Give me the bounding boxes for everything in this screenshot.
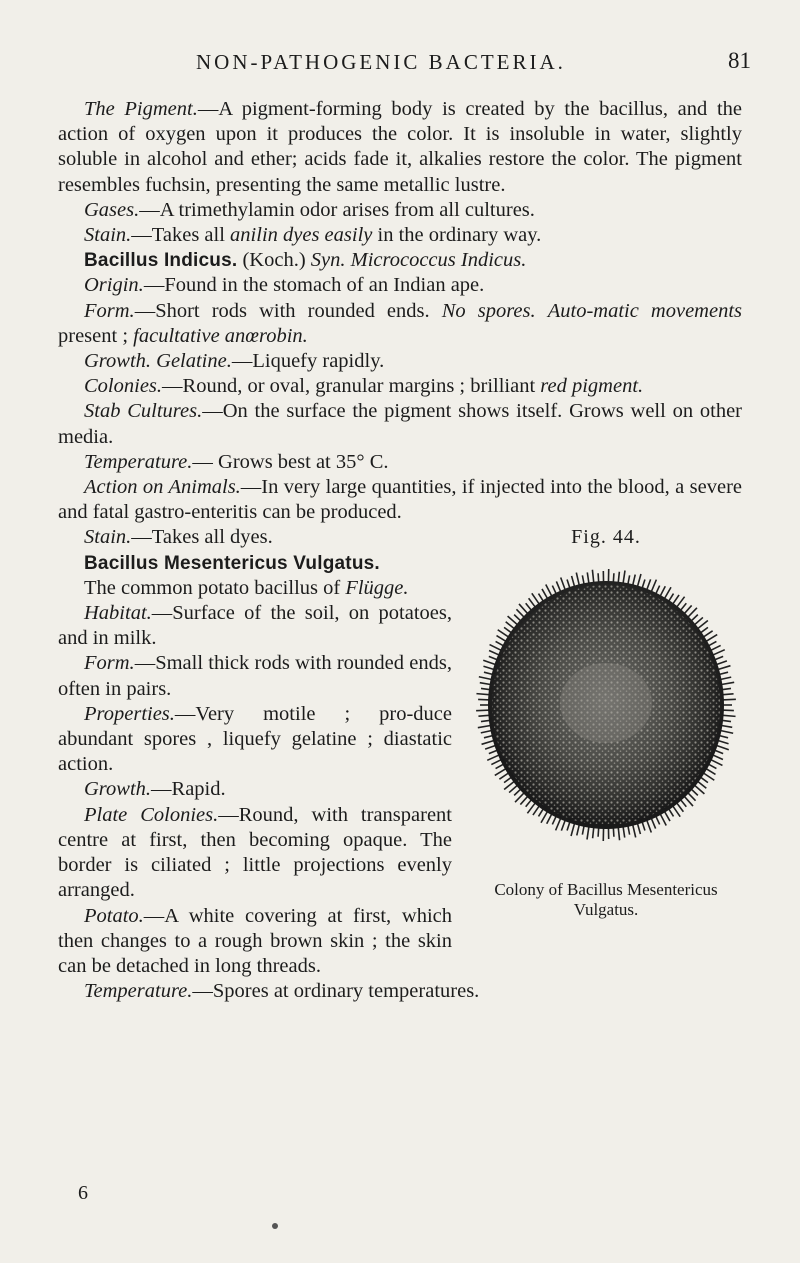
paragraph-colonies: Colonies.—Round, or oval, granular margins ; brilliant red pigment. <box>84 375 644 398</box>
page-number: 81 <box>728 48 751 73</box>
heading-temperature: Temperature. <box>84 450 193 473</box>
paragraph-habitat: Habitat.—Surface of the soil, on potatoes, and in milk. <box>58 602 452 650</box>
paragraph-properties: Properties.—Very motile ; pro-duce abundant spores , liquefy gelatine ; diastatic action. <box>58 702 452 776</box>
heading-form: Form. <box>84 652 135 675</box>
colony-illustration <box>466 555 746 855</box>
paragraph-stab-cultures: Stab Cultures.—On the surface the pigment shows itself. Grows well on other media. <box>58 400 742 448</box>
heading-form: Form. <box>84 299 135 322</box>
body-text <box>58 97 742 1004</box>
paragraph-form: Form.—Short rods with rounded ends. No spores. Auto-matic movements present ; facultative anœrobin. <box>58 299 742 347</box>
colony-centre <box>560 663 652 743</box>
signature-mark: 6 <box>78 1182 88 1204</box>
heading-potato: Potato. <box>84 904 144 927</box>
paragraph-gases: Gases.—A trimethylamin odor arises from all cultures. <box>84 198 535 221</box>
figure-caption: Colony of Bacillus Mesentericus Vulgatus. <box>494 880 718 920</box>
species-heading-indicus: Bacillus Indicus. (Koch.) Syn. Micrococcus Indicus. <box>84 249 527 272</box>
paragraph-stain: Stain.—Takes all anilin dyes easily in the ordinary way. <box>84 224 542 247</box>
paragraph-plate-colonies: Plate Colonies.—Round, with transparent centre at first, then becoming opaque. The border is ciliated ; little projections evenly arranged. <box>58 803 452 902</box>
heading-plate-colonies: Plate Colonies. <box>84 803 219 826</box>
heading-gases: Gases. <box>84 198 140 221</box>
paragraph-form-2: Form.—Small thick rods with rounded ends, often in pairs. <box>58 652 452 700</box>
paragraph-stain-2: Stain.—Takes all dyes. <box>84 526 273 549</box>
heading-action-on-animals: Action on Animals. <box>84 476 241 499</box>
heading-pigment: The Pigment. <box>84 98 198 120</box>
species-name: Bacillus Mesentericus Vulgatus. <box>84 552 380 574</box>
heading-stain: Stain. <box>84 526 132 549</box>
paragraph-origin: Origin.—Found in the stomach of an Indian ape. <box>84 274 485 297</box>
paragraph-potato: Potato.—A white covering at first, which then changes to a rough brown skin ; the skin can be detached in long threads. <box>58 904 452 977</box>
paragraph-growth: Growth. Gelatine.—Liquefy rapidly. <box>84 350 385 373</box>
heading-origin: Origin. <box>84 274 144 297</box>
paragraph-potato-bacillus: The common potato bacillus of Flügge. <box>84 576 409 599</box>
paragraph-action-on-animals: Action on Animals.—In very large quantities, if injected into the blood, a severe and fatal gastro-enteritis can be produced. <box>58 476 742 524</box>
paragraph-growth-2: Growth.—Rapid. <box>84 778 226 801</box>
heading-stab-cultures: Stab Cultures. <box>84 400 203 423</box>
paragraph-temperature: Temperature.— Grows best at 35° C. <box>84 450 389 473</box>
heading-habitat: Habitat. <box>84 602 152 625</box>
figure-label: Fig. 44. <box>571 526 641 549</box>
heading-growth: Growth. Gelatine. <box>84 350 232 373</box>
figure-44 <box>466 525 746 945</box>
paragraph-pigment: The Pigment.—A pigment-forming body is created by the bacillus, and the action of oxygen upon it produces the color. It is insoluble in water, slightly soluble in alcohol and ether; acids fade it, alkalies restore the color. The pigment resembles fuchsin, presenting the same metallic lustre. <box>58 98 742 196</box>
heading-stain: Stain. <box>84 224 132 247</box>
print-speck <box>272 1223 278 1229</box>
heading-temperature: Temperature. <box>84 980 193 1003</box>
species-name: Bacillus Indicus. <box>84 250 238 272</box>
paragraph-temperature-2: Temperature.—Spores at ordinary temperatures. <box>84 980 480 1003</box>
page-header <box>0 50 800 90</box>
heading-growth: Growth. <box>84 778 152 801</box>
running-head: NON-PATHOGENIC BACTERIA. <box>196 50 566 74</box>
heading-properties: Properties. <box>84 702 175 725</box>
heading-colonies: Colonies. <box>84 375 163 398</box>
